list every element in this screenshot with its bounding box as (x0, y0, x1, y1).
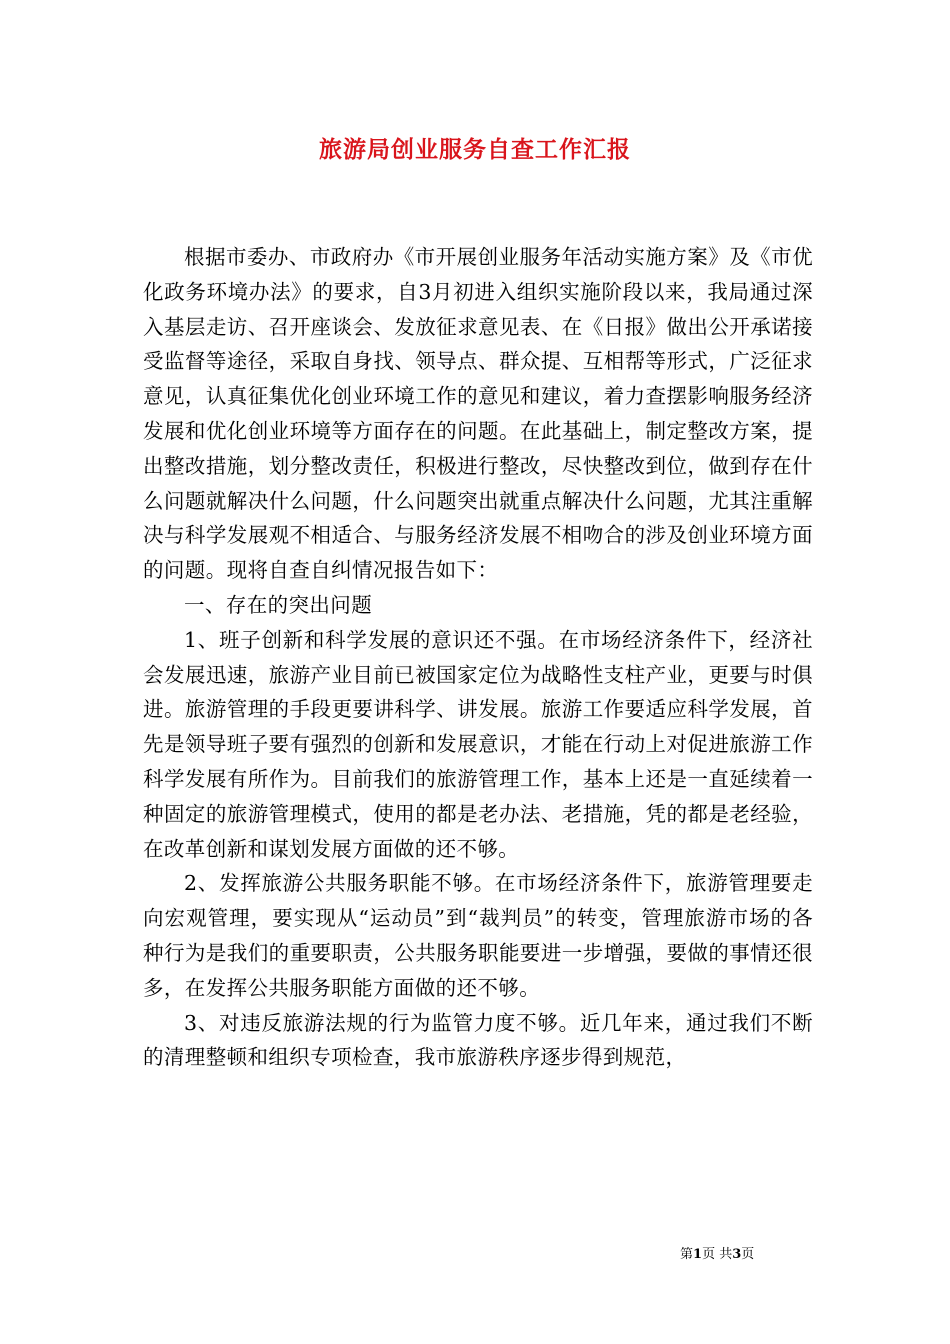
document-title: 旅游局创业服务自查工作汇报 (319, 136, 631, 163)
intro-paragraph: 根据市委办、市政府办《市开展创业服务年活动实施方案》及《市优化政务环境办法》的要求，自3月初进入组织实施阶段以来，我局通过深入基层走访、召开座谈会、发放征求意见表、在《日报》做出公开承诺接受监督等途径，采取自身找、领导点、群众提、互相帮等形式，广泛征求意见，认真征集优化创业环境工作的意见和建议，着力查摆影响服务经济发展和优化创业环境等方面存在的问题。在此基础上，制定整改方案，提出整改措施，划分整改责任，积极进行整改，尽快整改到位，做到存在什么问题就解决什么问题，什么问题突出就重点解决什么问题，尤其注重解决与科学发展观不相适合、与服务经济发展不相吻合的涉及创业环境方面的问题。现将自查自纠情况报告如下： (143, 245, 813, 583)
footer-total-pages: 3 (732, 1247, 742, 1262)
problem-item-1: 1、班子创新和科学发展的意识还不强。在市场经济条件下，经济社会发展迅速，旅游产业目前已被国家定位为战略性支柱产业，更要与时俱进。旅游管理的手段更要讲科学、讲发展。旅游工作要适应科学发展，首先是领导班子要有强烈的创新和发展意识，才能在行动上对促进旅游工作科学发展有所作为。目前我们的旅游管理工作，基本上还是一直延续着一种固定的旅游管理模式，使用的都是老办法、老措施，凭的都是老经验，在改革创新和谋划发展方面做的还不够。 (143, 627, 813, 861)
footer-current-page: 1 (693, 1247, 703, 1262)
document-body (143, 240, 813, 1075)
section-heading-problems: 一、存在的突出问题 (184, 592, 373, 617)
page-number-footer (680, 1246, 754, 1264)
footer-prefix: 第 (680, 1247, 694, 1262)
problem-item-2: 2、发挥旅游公共服务职能不够。在市场经济条件下，旅游管理要走向宏观管理，要实现从“运动员”到“裁判员”的转变，管理旅游市场的各种行为是我们的重要职责，公共服务职能要进一步增强，要做的事情还很多，在发挥公共服务职能方面做的还不够。 (143, 871, 813, 1000)
footer-suffix: 页 (741, 1247, 755, 1262)
problem-item-3: 3、对违反旅游法规的行为监管力度不够。近几年来，通过我们不断的清理整顿和组织专项检查，我市旅游秩序逐步得到规范， (143, 1010, 813, 1070)
footer-middle: 页 共 (702, 1247, 733, 1262)
